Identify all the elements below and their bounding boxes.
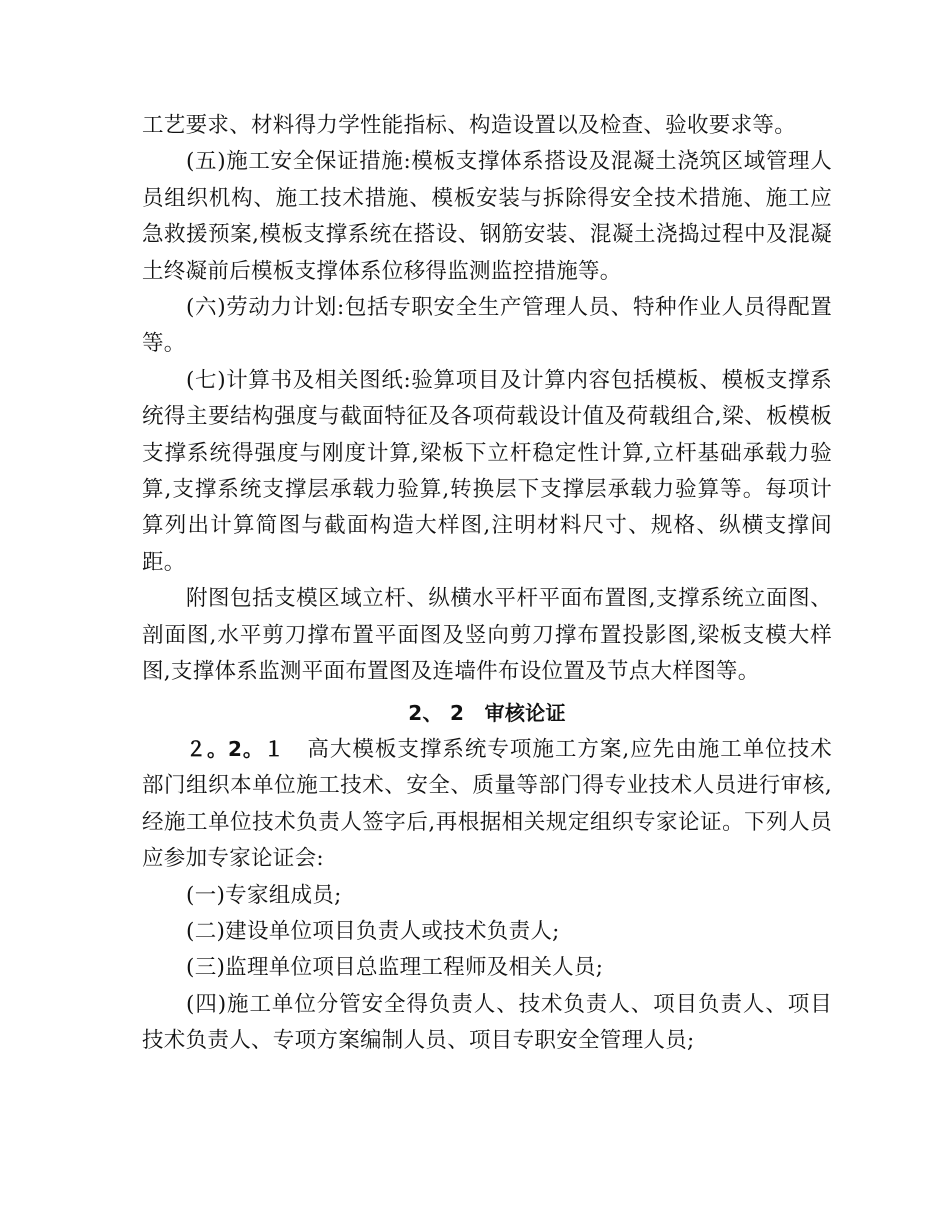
list-item-supervisor: (三)监理单位项目总监理工程师及相关人员; xyxy=(186,955,604,981)
paragraph-calculations: (七)计算书及相关图纸:验算项目及计算内容包括模板、模板支撑系统得主要结构强度与截面特征及各项荷载设计值及荷载组合,梁、板模板支撑系统得强度与刚度计算,梁板下立杆稳定性计算,立杆基础承载力验算,支撑系统支撑层承载力验算,转换层下支撑层承载力验算等。每项计算列出计算简图与截面构造大样图,注明材料尺寸、规格、纵横支撑间距。 xyxy=(142,367,832,575)
clause-text: 高大模板支撑系统专项施工方案,应先由施工单位技术部门组织本单位施工技术、安全、质量等部门得专业技术人员进行审核,经施工单位技术负责人签字后,再根据相关规定组织专家论证。下列人员应参加专家论证会: xyxy=(142,736,832,872)
paragraph-attached-drawings: 附图包括支模区域立杆、纵横水平杆平面布置图,支撑系统立面图、剖面图,水平剪刀撑布置平面图及竖向剪刀撑布置投影图,梁板支模大样图,支撑体系监测平面布置图及连墙件布设位置及节点大样图等。 xyxy=(142,586,832,685)
clause-paragraph xyxy=(142,731,832,878)
document-body xyxy=(142,108,832,1060)
list-item-contractor: (四)施工单位分管安全得负责人、技术负责人、项目负责人、项目技术负责人、专项方案编制人员、项目专职安全管理人员; xyxy=(142,991,832,1054)
list-item-owner: (二)建设单位项目负责人或技术负责人; xyxy=(186,918,560,944)
list-item-experts: (一)专家组成员; xyxy=(186,882,342,908)
section-heading: 2、 2 审核论证 xyxy=(408,700,566,725)
paragraph-labor-plan: (六)劳动力计划:包括专职安全生产管理人员、特种作业人员得配置等。 xyxy=(142,295,832,357)
paragraph-safety-measures: (五)施工安全保证措施:模板支撑体系搭设及混凝土浇筑区域管理人员组织机构、施工技术措施、模板安装与拆除得安全技术措施、施工应急救援预案,模板支撑系统在搭设、钢筋安装、混凝土浇捣过程中及混凝土终凝前后模板支撑体系位移得监测监控措施等。 xyxy=(142,149,832,284)
clause-number: ２。2。１ xyxy=(186,736,285,761)
paragraph-continuation: 工艺要求、材料得力学性能指标、构造设置以及检查、验收要求等。 xyxy=(142,113,797,138)
